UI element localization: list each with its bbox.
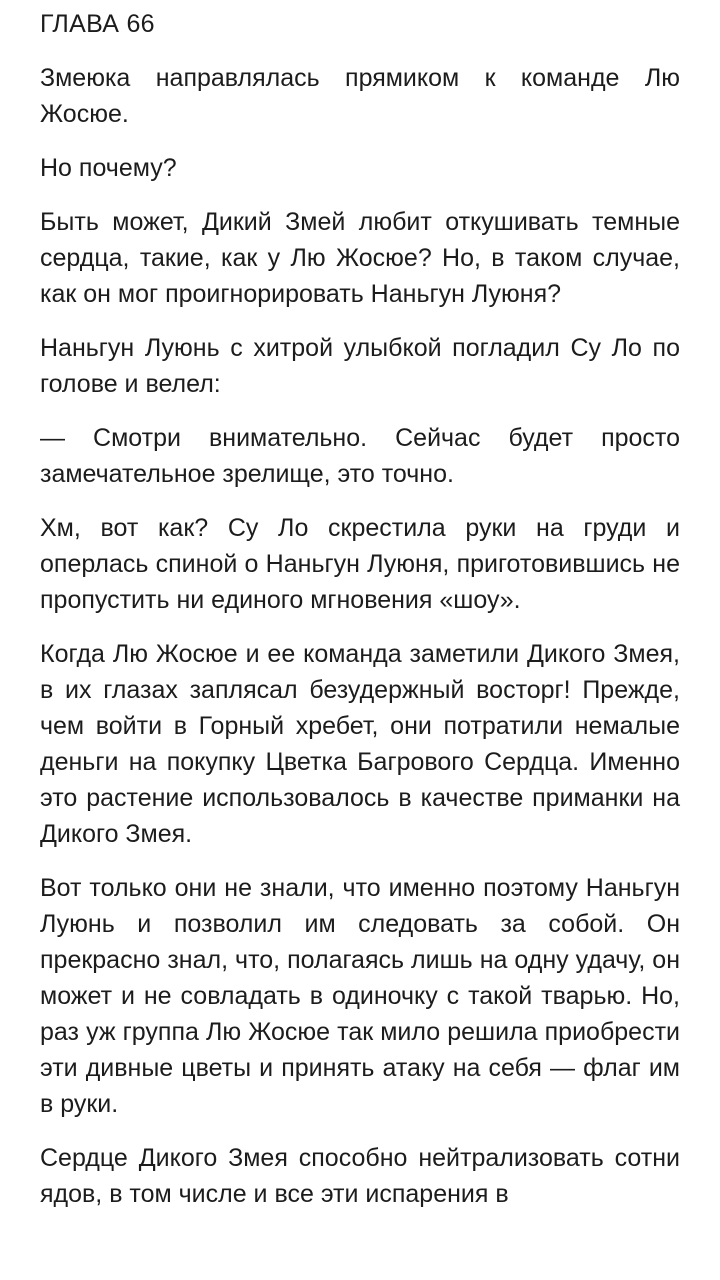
paragraph: Наньгун Луюнь с хитрой улыбкой погладил Су Ло по голове и велел: (40, 334, 680, 398)
chapter-title: ГЛАВА 66 (40, 10, 155, 38)
paragraph: Когда Лю Жосюе и ее команда заметили Дикого Змея, в их глазах заплясал безудержный восторг! Прежде, чем войти в Горный хребет, они потратили немалые деньги на покупку Цветка Багрового Сердца. Именно это растение использовалось в качестве приманки на Дикого Змея. (40, 640, 680, 848)
paragraph: Змеюка направлялась прямиком к команде Лю Жосюе. (40, 64, 680, 128)
paragraph: Вот только они не знали, что именно поэтому Наньгун Луюнь и позволил им следовать за собой. Он прекрасно знал, что, полагаясь лишь на одну удачу, он может и не совладать в одиночку с такой тварью. Но, раз уж группа Лю Жосюе так мило решила приобрести эти дивные цветы и принять атаку на себя — флаг им в руки. (40, 874, 680, 1118)
paragraph: Хм, вот как? Су Ло скрестила руки на груди и оперлась спиной о Наньгун Луюня, приготовившись не пропустить ни единого мгновения «шоу». (40, 514, 680, 614)
paragraph: Быть может, Дикий Змей любит откушивать темные сердца, такие, как у Лю Жосюе? Но, в таком случае, как он мог проигнорировать Наньгун Луюня? (40, 208, 680, 308)
paragraph: Но почему? (40, 154, 177, 182)
reader-page[interactable] (40, 6, 680, 1230)
paragraph: Сердце Дикого Змея способно нейтрализовать сотни ядов, в том числе и все эти испарения в (40, 1144, 680, 1208)
paragraph: — Смотри внимательно. Сейчас будет просто замечательное зрелище, это точно. (40, 424, 680, 488)
